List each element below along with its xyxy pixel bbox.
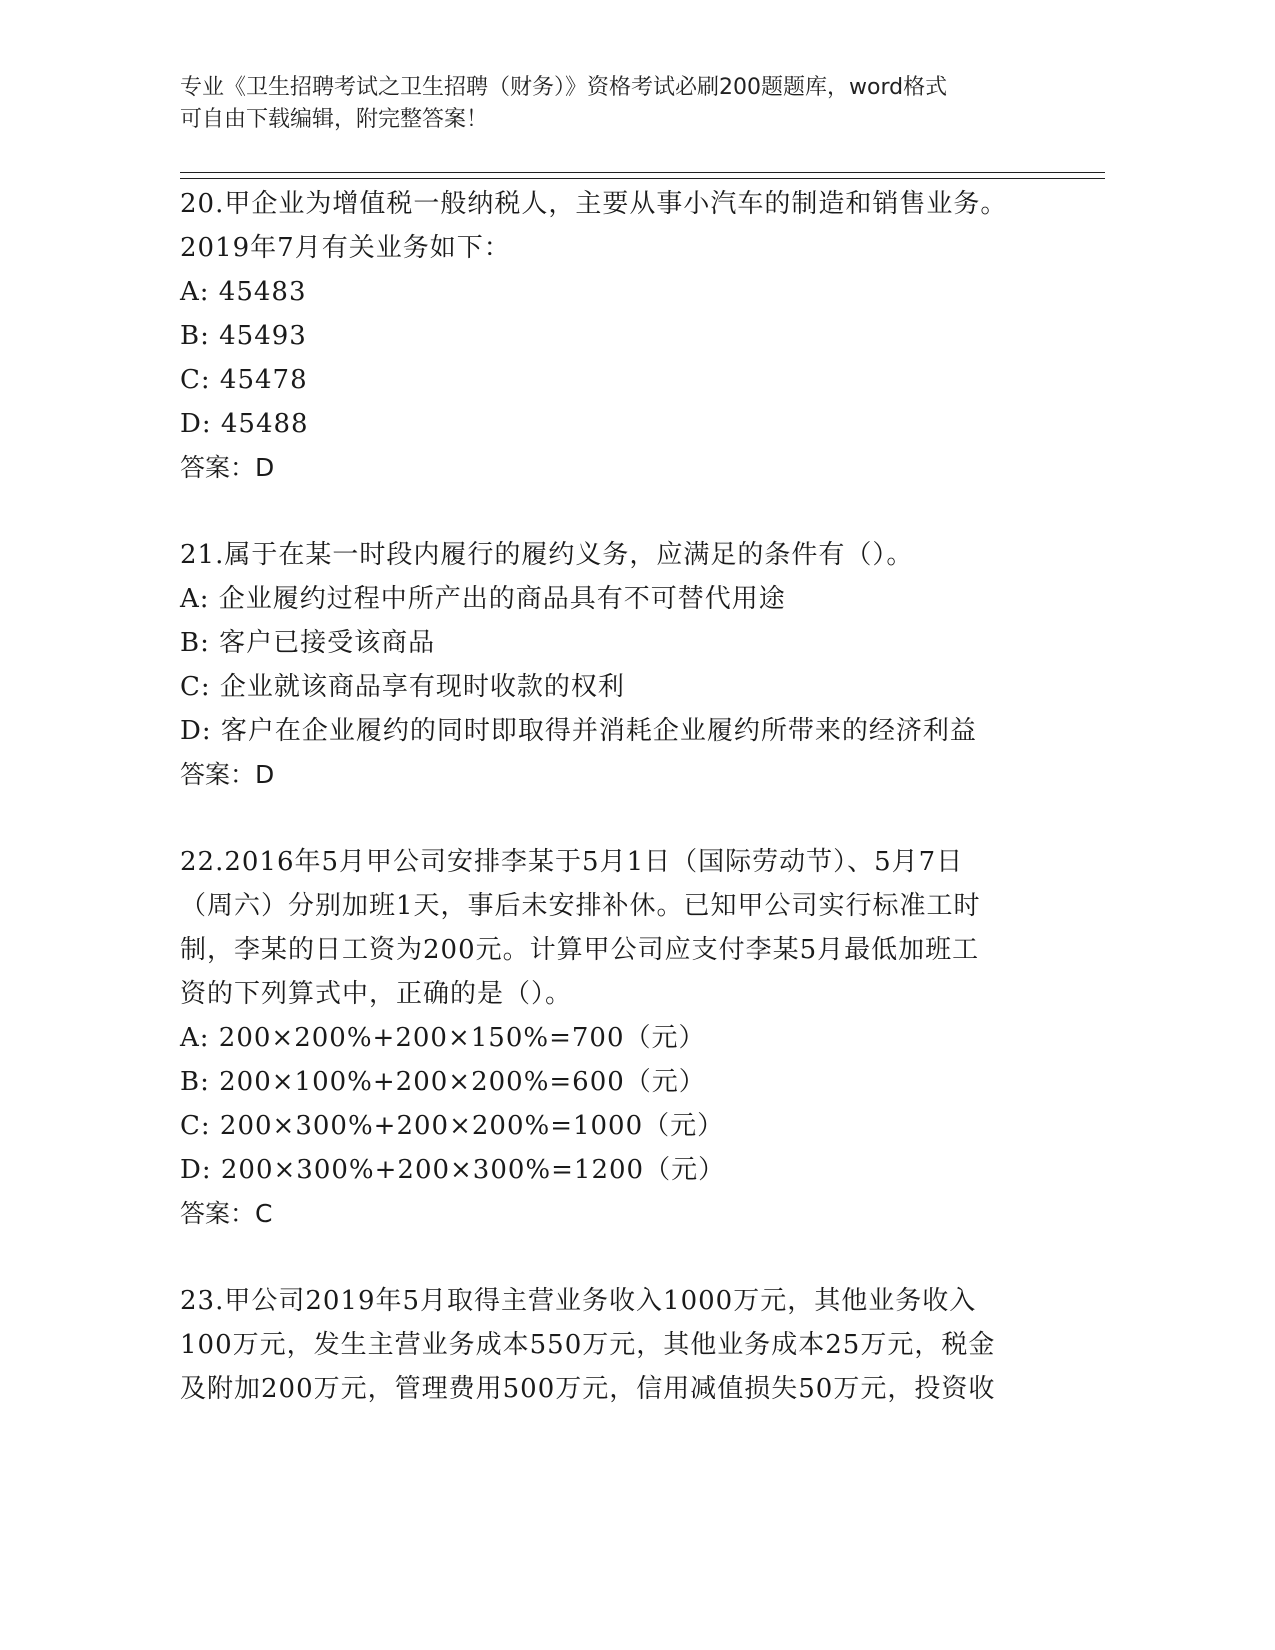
question-spacer [180,1236,1060,1279]
question-spacer [180,797,1060,840]
option-b: B: 客户已接受该商品 [180,628,436,658]
header-title-line-1: 专业《卫生招聘考试之卫生招聘（财务）》资格考试必刷200题题库，word格式 [180,75,948,100]
header-divider [180,172,1105,179]
option-a: A: 企业履约过程中所产出的商品具有不可替代用途 [180,584,786,614]
question-20 [180,182,1060,490]
question-stem-line: 及附加200万元，管理费用500万元，信用减值损失50万元，投资收 [180,1374,996,1404]
question-list [180,182,1060,1411]
option-a: A: 200×200%+200×150%=700（元） [180,1023,706,1053]
question-stem-line: （周六）分别加班1天，事后未安排补休。已知甲公司实行标准工时 [180,891,981,921]
question-stem-line: 21.属于在某一时段内履行的履约义务，应满足的条件有（）。 [180,540,914,570]
answer-line: 答案：D [180,453,275,482]
header-title-line-2: 可自由下载编辑，附完整答案！ [180,107,489,132]
question-stem-line: 22.2016年5月甲公司安排李某于5月1日（国际劳动节）、5月7日 [180,847,964,877]
option-d: D: 45488 [180,409,309,439]
document-header [180,72,1060,136]
answer-line: 答案：C [180,1199,273,1228]
question-spacer [180,490,1060,533]
question-stem-line: 23.甲公司2019年5月取得主营业务收入1000万元，其他业务收入 [180,1286,977,1316]
question-23 [180,1279,1060,1411]
question-stem-line: 资的下列算式中，正确的是（）。 [180,979,573,1009]
question-stem-line: 100万元，发生主营业务成本550万元，其他业务成本25万元，税金 [180,1330,996,1360]
option-d: D: 客户在企业履约的同时即取得并消耗企业履约所带来的经济利益 [180,716,977,746]
question-22 [180,840,1060,1236]
option-a: A: 45483 [180,277,307,307]
option-b: B: 200×100%+200×200%=600（元） [180,1067,706,1097]
option-c: C: 企业就该商品享有现时收款的权利 [180,672,625,702]
option-d: D: 200×300%+200×300%=1200（元） [180,1155,726,1185]
answer-line: 答案：D [180,760,275,789]
option-c: C: 200×300%+200×200%=1000（元） [180,1111,725,1141]
question-stem-line: 20.甲企业为增值税一般纳税人，主要从事小汽车的制造和销售业务。 [180,189,1008,219]
question-21 [180,533,1060,797]
option-b: B: 45493 [180,321,307,351]
question-stem-line: 2019年7月有关业务如下： [180,233,511,263]
question-stem-line: 制，李某的日工资为200元。计算甲公司应支付李某5月最低加班工 [180,935,980,965]
option-c: C: 45478 [180,365,308,395]
